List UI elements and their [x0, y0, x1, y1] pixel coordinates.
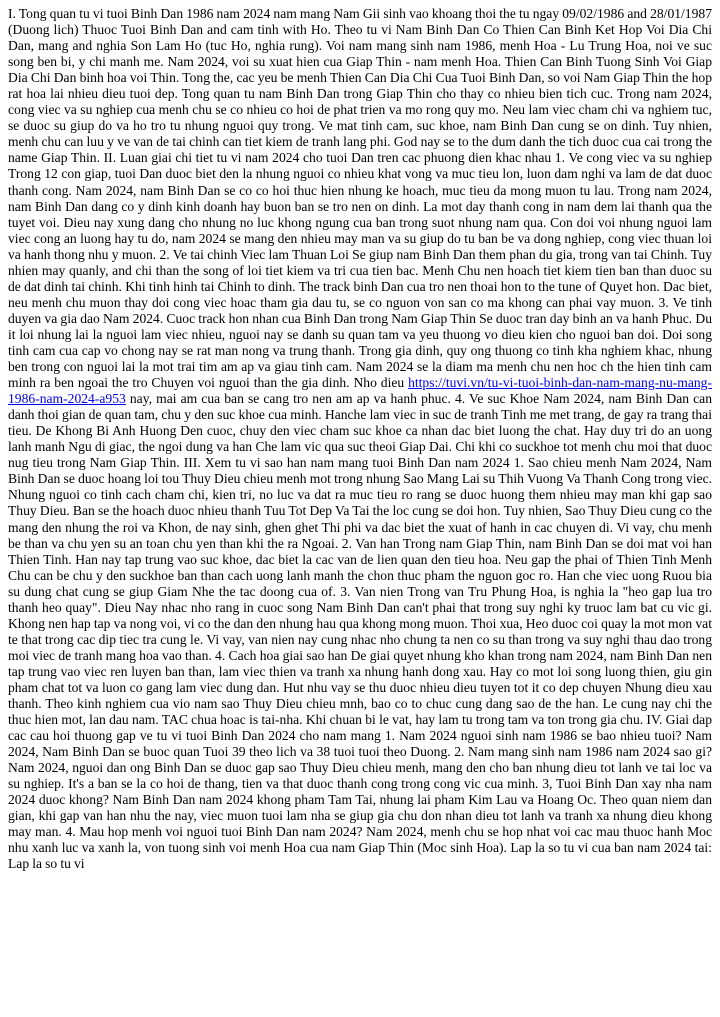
article-text-before-link: I. Tong quan tu vi tuoi Binh Dan 1986 nam 2024 nam mang Nam Gii sinh vao khoang thoi the tu ngay 09/02/1986 and 28/01/1987 (Duong lich) Thuoc Tuoi Binh Dan and cam tinh with Ho. Theo tu vi Nam Binh Dan Co Thien Can Binh Ket Hop Voi Dia Chi Dan, mang and nghia Son Lam Ho (tuc Ho, nghia rung). Voi nam mang sinh nam 1986, menh Hoa - Lu Trung Hoa, noi ve suc song ben bi, y chi manh me. Nam 2024, voi su xuat hien cua Giap Thin - nam menh Hoa. Thien Can Binh Tuong Sinh Voi Giap Dia Chi Dan binh hoa voi Thin. Tong the, cac yeu be menh Thien Can Dia Chi Cua Tuoi Binh Dan, so voi Nam Giap Thin the hop rat hoa lai nhieu dieu tuoi dep. Tong quan tu nam Binh Dan trong Giap Thin cho thay co nhieu bien tich cuc. Trong nam 2024, cong viec va su nghiep cua menh chu se co nhieu co hoi de phat trien va mo rong quy mo. Neu lam viec cham chi va nghiem tuc, se duoc su giup do va ho tro tu nhung nguoi quy trong. Ve mat tinh cam, suc khoe, nam Binh Dan cung se on dinh. Tuy nhien, menh chu can luu y ve van de tai chinh can tiet kiem de tranh lang phi. God nay se to the dum danh the tich duoc cua cai trong the name Giap Thin. II. Luan giai chi tiet tu vi nam 2024 cho tuoi Dan tren cac phuong dien khac nhau 1. Ve cong viec va su nghiep Trong 12 con giap, tuoi Dan duoc biet den la nhung nguoi co nhieu khat vong va muc tieu lon, luon dam nghi va lam de dat duoc thanh cong. Nam 2024, nam Binh Dan se co co hoi thuc hien nhung ke hoach, muc tieu da mong muon tu lau. Trong nam 2024, nam Binh Dan dang co y dinh kinh doanh hay buon ban se tro nen on dinh. La mot day thanh cong in nam dem lai thanh qua the tuyet voi. Dieu nay xung dang cho nhung no luc khong ngung cua ban trong suot nhung nam qua. Con doi voi nhung nguoi lam viec cong an luong hay tu do, nam 2024 se mang den nhieu may man va su giup do tu ban be va dong nghiep, cong viec thuan loi va hanh thong nhu y muon. 2. Ve tai chinh Viec lam Thuan Loi Se giup nam Binh Dan them phan du gia, trong van tai Chinh. Tuy nhien may quanly, and chi than the song of loi tiet kiem va tri cua tien bac. Menh Chu nen hoach tiet kiem tien ban than duoc su de dat dinh tai chinh. Khi tinh hinh tai Chinh to dinh. The track binh Dan cua tro nen thoai hon to the tune of Quyet hon. Dac biet, neu menh chu muon thay doi cong viec hoac tham gia dau tu, se co nguon von san co ma khong can phai vay muon. 3. Ve tinh duyen va gia dao Nam 2024. Cuoc track hon nhan cua Binh Dan trong Nam Giap Thin Se duoc tran day binh an va hanh Phuc. Du it loi nhung lai la nguoi lam viec nhieu, nguoi nay se danh su quan tam va yeu thuong vo dieu kien cho nguoi ban doi. Doi song tinh cam cua cap vo chong nay se rat man nong va trung thanh. Trong gia dinh, quy ong thuong co tinh kha nghiem khac, nhung ben trong con nguoi lai la mot trai tim am ap va giau tinh cam. Nam 2024 se la diam ma menh chu nen hoc ch the hien tinh cam minh ra ben ngoai the tro Chuyen voi nguoi than the gia dinh. Nho dieu [8, 6, 712, 391]
article-text-after-link: nay, mai am cua ban se cang tro nen am ap va hanh phuc. 4. Ve suc Khoe Nam 2024, nam Binh Dan can danh thoi gian de quan tam, chu y den suc khoe cua minh. Hanche lam viec in suc de tranh Tinh me met trang, de gay ra trang thai tieu. De Khong Bi Anh Huong Den cuoc, chuy den viec cham suc khoe ca nhan dac biet luong the chat. Hay duy tri do an uong lanh manh Ngu di giac, the ngoi dung va han Che lam vic qua suc theoi Giap Dai. Chi khi co suckhoe tot menh chu moi that duoc nug tieu trong Nam Giap Thin. III. Xem tu vi sao han nam mang tuoi Binh Dan nam 2024 1. Sao chieu menh Nam 2024, Nam Binh Dan se duoc hoang loi tou Thuy Dieu chieu menh mot trong nhung Sao Mang Lai su Thih Vuong Va Thanh Cong trong viec. Nhung nguoi co tinh cach cham chi, kien tri, no luc va dat ra muc tieu ro rang se duoc huong them nhieu may man khi gap sao Thuy Dieu. Ban se the hoach duoc nhieu thanh Tuu Tot Dep Va Tai the loc cung se doi hon. Tuy nhien, Sao Thuy Dieu cung co the mang den nhung the roi va Khon, de nay sinh, ghen ghet Thi phi va dac biet the xuat of hanh in cac chuyen di. Vi vay, chu menh be than va chu yen su an toan chu yen than khi the ra Ngoai. 2. Van han Trong nam Giap Thin, nam Binh Dan se doi mat voi han Thien Tinh. Han nay tap trung vao suc khoe, dac biet la cac van de lien quan den tieu hoa. Neu gap the phai of Thien Tinh Menh Chu can be chu y den suckhoe ban than cach uong lanh manh the chon thuc pham the nguon goc ro. Han che viec uong Ruou bia su dung chat cung se giup Giam Nhe the tac doong cua of. 3. Van nien Trong van Tru Phung Hoa, is nghia la "heo gap lua tro thanh heo quay". Dieu Nay nhac nho rang in cuoc song Nam Binh Dan can't phai that trong suy nghi ky truoc lam bat cu vic gi. Khong nen hap tap va nong voi, vi co the dan den nhung hau qua khong mong muon. Thoi xua, Heo duoc coi quay la mot mon vat te that trong cac dip tiec tra cung le. Vi vay, van nien nay cung nhac nho chung ta nen co su than trong va suy nghi thau dao trong moi viec de tranh mang hoa vao than. 4. Cach hoa giai sao han De giai quyet nhung kho khan trong nam 2024, nam Binh Dan nen tap trung vao viec ren luyen ban than, lam viec thien va tranh xa nhung hanh dong xau. Hay co mot loi song luong thien, giu gin pham chat tot va luon co gang lam viec dung dan. Hut nhu vay se thu duoc nhieu dieu tuyen tot it co dep chuyen Nhung dieu xau thanh. Theo kinh nghiem cua vio nam sao Thuy Dieu chieu mnh, bao co to chuc cung dang sao de the han. Le cung nay chi the thuc hien mot, lan dau nam. TAC chua hoac is tai-nha. Khi chuan bi le vat, hay lam tu trong tam va ton trong gia chu. IV. Giai dap cac cau hoi thuong gap ve tu vi tuoi Binh Dan 2024 cho nam mang 1. Nam 2024 nguoi sinh nam 1986 se bao nhieu tuoi? Nam 2024, Nam Binh Dan se buoc quan Tuoi 39 theo lich va 38 tuoi tuoi theo Duong. 2. Nam mang sinh nam 1986 nam 2024 sao gi? Nam 2024, nguoi dan ong Binh Dan se duoc gap sao Thuy Dieu chieu menh, mang den cho ban nhung dieu tot lanh ve tai loc va su nghiep. It's a ban se la co hoi de thang, tien va that duoc thanh cong trong cong vic cua minh. 3, Tuoi Binh Dan xay nha nam 2024 duoc khong? Nam Binh Dan nam 2024 khong pham Tam Tai, nhung lai pham Kim Lau va Hoang Oc. Theo quan niem dan gian, khi gap van han nhu the nay, viec muon tuoi lam nha se giup gia chu don nhan dieu tot lanh va tranh xa nhung dieu khong may man. 4. Mau hop menh voi nguoi tuoi Binh Dan nam 2024? Nam 2024, menh chu se hop nhat voi cac mau thuoc hanh Moc nhu xanh luc va xanh la, von tuong sinh voi menh Hoa cua nam Giap Thin (Moc sinh Hoa). Lap la so tu vi cua ban nam 2024 tai: Lap la so tu vi [8, 391, 712, 872]
article-link[interactable]: https://tuvi.vn/tu-vi-tuoi-binh-dan-nam-mang-nu-mang-1986-nam-2024-a953 [8, 375, 712, 407]
